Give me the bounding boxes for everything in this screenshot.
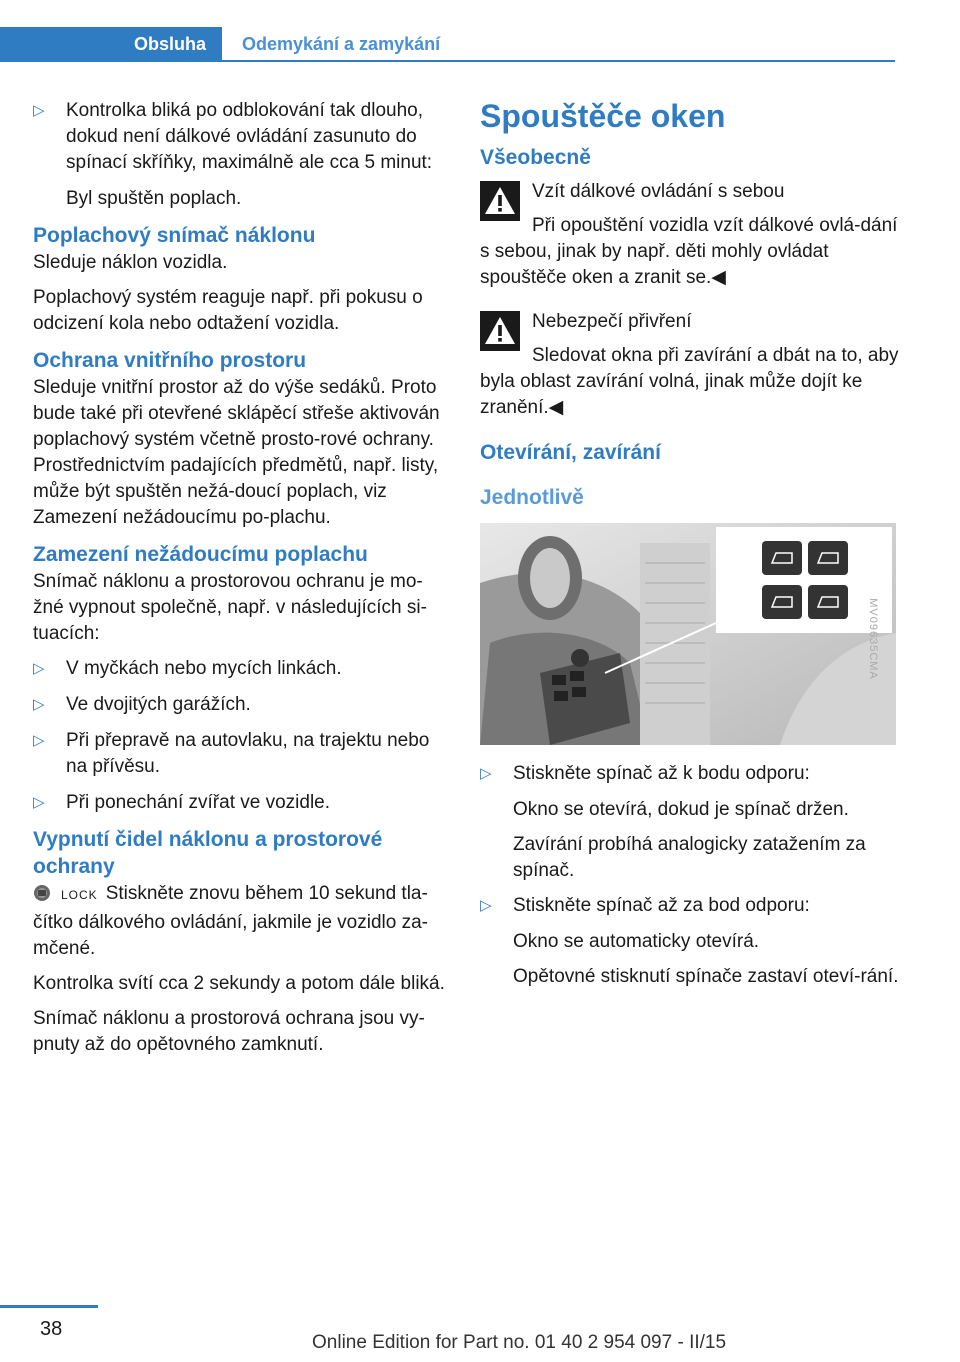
bullet-triangle-icon: ▷ bbox=[33, 696, 45, 713]
list-item bbox=[480, 893, 900, 919]
warning-title: Nebezpečí přivření bbox=[532, 311, 692, 332]
paragraph: Poplachový systém reaguje např. při pokusu o odcizení kola nebo odtažení vozidla. bbox=[33, 287, 423, 334]
right-column bbox=[480, 98, 900, 999]
bullet-triangle-icon: ▷ bbox=[33, 102, 45, 119]
list-item-text: Ve dvojitých garážích. bbox=[66, 694, 251, 715]
chapter-tab[interactable]: Odemykání a zamykání bbox=[242, 34, 441, 54]
list-item-subtext: Zavírání probíhá analogicky zatažením za spínač. bbox=[513, 834, 866, 881]
heading-interior-protection: Ochrana vnitřního prostoru bbox=[33, 349, 307, 372]
page-number: 38 bbox=[40, 1318, 63, 1340]
window-switch-figure bbox=[480, 523, 896, 745]
heading-disable-sensors: Vypnutí čidel náklonu a prostorové ochrany bbox=[33, 828, 383, 878]
heading-window-lifts: Spouštěče oken bbox=[480, 98, 726, 134]
paragraph: Sleduje náklon vozidla. bbox=[33, 252, 228, 273]
list-item bbox=[33, 98, 453, 176]
paragraph: Snímač náklonu a prostorová ochrana jsou vy-pnuty až do opětovného zamknutí. bbox=[33, 1008, 425, 1055]
bullet-triangle-icon: ▷ bbox=[33, 794, 45, 811]
figure-code: MV09635CMA bbox=[867, 598, 880, 680]
warning-title: Vzít dálkové ovládání s sebou bbox=[532, 181, 785, 202]
page-header bbox=[0, 0, 895, 62]
paragraph-text: Stiskněte znovu během 10 sekund tla-čítko dálkového ovládání, jakmile je vozidlo za-mčené. bbox=[33, 883, 428, 959]
list-item bbox=[33, 692, 453, 718]
warning-text: Při opouštění vozidla vzít dálkové ovlá-dání s sebou, jinak by např. děti mohly ovládat spouštěče oken a zranit se.◀ bbox=[480, 215, 898, 288]
list-item-subtext: Okno se automaticky otevírá. bbox=[513, 931, 760, 952]
list-item-text: Při přepravě na autovlaku, na trajektu nebo na přívěsu. bbox=[66, 730, 430, 777]
bullet-triangle-icon: ▷ bbox=[480, 897, 492, 914]
list-item bbox=[33, 656, 453, 682]
paragraph bbox=[33, 881, 453, 962]
edition-text: Online Edition for Part no. 01 40 2 954 097 - II/15 bbox=[312, 1332, 727, 1353]
warning-icon bbox=[480, 181, 520, 221]
list-item-subtext: Okno se otevírá, dokud je spínač držen. bbox=[513, 799, 849, 820]
list-item-text: Při ponechání zvířat ve vozidle. bbox=[66, 792, 331, 813]
heading-tilt-sensor: Poplachový snímač náklonu bbox=[33, 224, 316, 247]
warning-icon bbox=[480, 311, 520, 351]
list-item bbox=[33, 728, 453, 780]
list-item-text: Stiskněte spínač až za bod odporu: bbox=[513, 895, 810, 916]
bullet-triangle-icon: ▷ bbox=[33, 732, 45, 749]
remote-key-icon bbox=[33, 884, 55, 910]
warning-block bbox=[480, 179, 900, 291]
heading-single: Jednotlivě bbox=[480, 486, 584, 509]
footer-divider bbox=[0, 1305, 98, 1308]
section-tab[interactable]: Obsluha bbox=[0, 27, 222, 62]
list-item-text: Stiskněte spínač až k bodu odporu: bbox=[513, 763, 810, 784]
heading-general: Všeobecně bbox=[480, 146, 591, 169]
bullet-triangle-icon: ▷ bbox=[480, 765, 492, 782]
paragraph: Kontrolka svítí cca 2 sekundy a potom dále bliká. bbox=[33, 973, 445, 994]
heading-avoid-false-alarm: Zamezení nežádoucímu poplachu bbox=[33, 543, 368, 566]
list-item-subtext: Byl spuštěn poplach. bbox=[66, 188, 242, 209]
lock-button-label: LOCK bbox=[61, 888, 98, 902]
door-panel-illustration bbox=[480, 523, 896, 745]
paragraph: Snímač náklonu a prostorovou ochranu je mo-žné vypnout společně, např. v následujících si-tuacích: bbox=[33, 571, 427, 644]
left-column bbox=[33, 98, 453, 1067]
bullet-triangle-icon: ▷ bbox=[33, 660, 45, 677]
list-item-text: V myčkách nebo mycích linkách. bbox=[66, 658, 342, 679]
warning-text: Sledovat okna při zavírání a dbát na to, aby byla oblast zavírání volná, jinak může dojít ke zranění.◀ bbox=[480, 345, 899, 418]
list-item-subtext: Opětovné stisknutí spínače zastaví oteví-rání. bbox=[513, 966, 899, 987]
paragraph: Sleduje vnitřní prostor až do výše sedáků. Proto bude také při otevřené sklápěcí střeše aktivován poplachový systém včetně prosto-rové ochrany. Prostřednictvím padajících předmětů, např. listy, může být spuštěn nežá-doucí poplach, viz Zamezení nežádoucímu po-plachu. bbox=[33, 377, 440, 528]
warning-block bbox=[480, 309, 900, 421]
heading-open-close: Otevírání, zavírání bbox=[480, 441, 661, 464]
list-item bbox=[33, 790, 453, 816]
list-item bbox=[480, 761, 900, 787]
list-item-text: Kontrolka bliká po odblokování tak dlouho, dokud není dálkové ovládání zasunuto do spínací skříňky, maximálně ale cca 5 minut: bbox=[66, 100, 433, 173]
header-divider bbox=[222, 60, 895, 62]
